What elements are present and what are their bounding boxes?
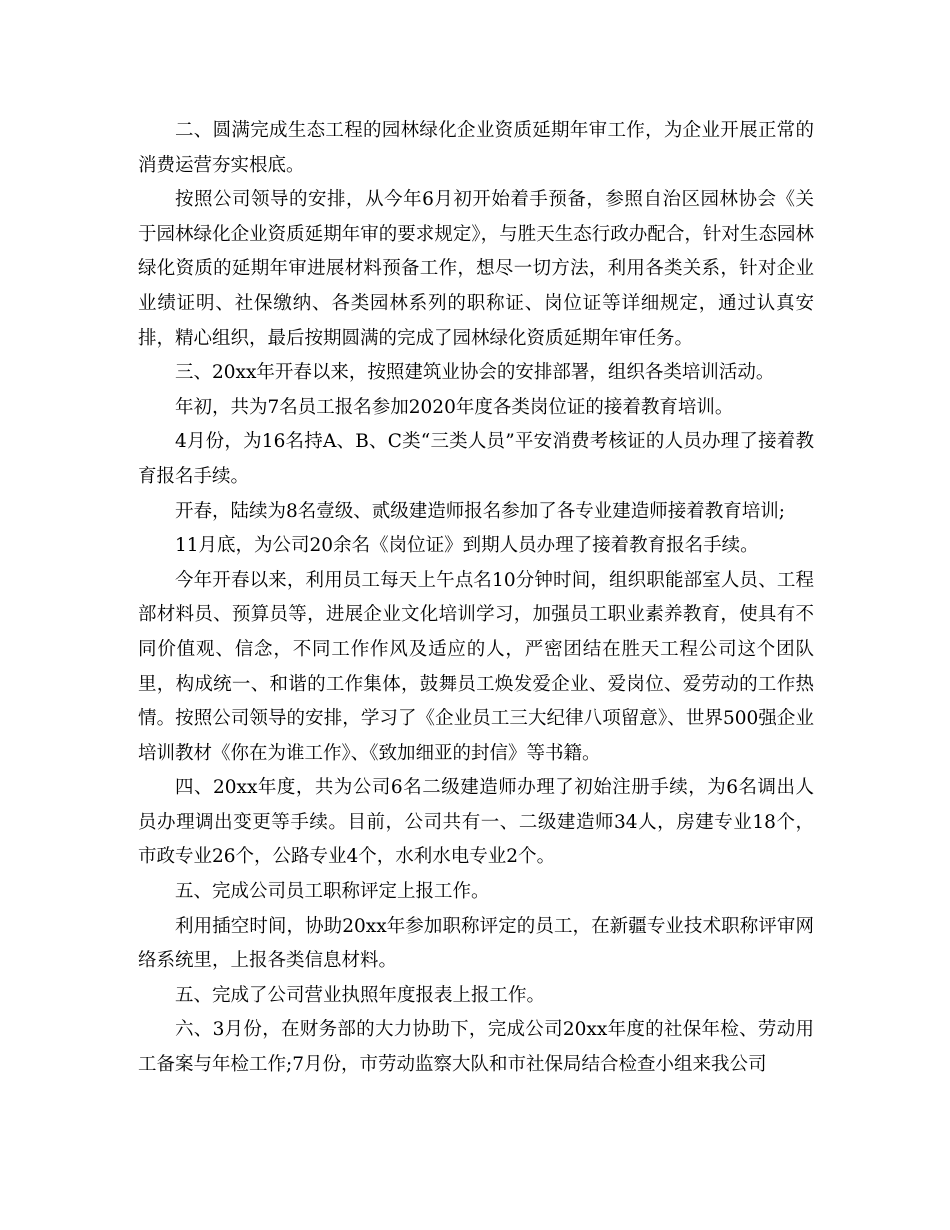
document-body	[138, 114, 814, 1083]
paragraph: 今年开春以来，利用员工每天上午点名10分钟时间，组织职能部室人员、工程部材料员、预算员等，进展企业文化培训学习，加强员工职业素养教育，使具有不同价值观、信念，不同工作作风及适应的人，严密团结在胜天工程公司这个团队里，构成统一、和谐的工作集体，鼓舞员工焕发爱企业、爱岗位、爱劳动的工作热情。按照公司领导的安排，学习了《企业员工三大纪律八项留意》、世界500强企业培训教材《你在为谁工作》、《致加细亚的封信》等书籍。	[138, 569, 814, 764]
paragraph: 开春，陆续为8名壹级、贰级建造师报名参加了各专业建造师接着教育培训;	[175, 500, 786, 522]
paragraph: 六、3月份，在财务部的大力协助下，完成公司20xx年度的社保年检、劳动用工备案与年检工作;7月份，市劳动监察大队和市社保局结合检查小组来我公司	[138, 1019, 814, 1076]
paragraph: 年初，共为7名员工报名参加2020年度各类岗位证的接着教育培训。	[175, 396, 734, 418]
paragraph: 五、完成公司员工职称评定上报工作。	[175, 881, 490, 903]
paragraph: 二、圆满完成生态工程的园林绿化企业资质延期年审工作，为企业开展正常的消费运营夯实根底。	[138, 120, 814, 176]
paragraph: 利用插空时间，协助20xx年参加职称评定的员工，在新疆专业技术职称评审网络系统里，上报各类信息材料。	[138, 915, 814, 972]
paragraph: 按照公司领导的安排，从今年6月初开始着手预备，参照自治区园林协会《关于园林绿化企业资质延期年审的要求规定》，与胜天生态行政办配合，针对生态园林绿化资质的延期年审进展材料预备工作，想尽一切方法，利用各类关系，针对企业业绩证明、社保缴纳、各类园林系列的职称证、岗位证等详细规定，通过认真安排，精心组织，最后按期圆满的完成了园林绿化资质延期年审任务。	[138, 189, 814, 349]
paragraph: 五、完成了公司营业执照年度报表上报工作。	[175, 984, 546, 1006]
paragraph: 三、20xx年开春以来，按照建筑业协会的安排部署，组织各类培训活动。	[175, 362, 775, 384]
paragraph: 四、20xx年度，共为公司6名二级建造师办理了初始注册手续，为6名调出人员办理调出变更等手续。目前，公司共有一、二级建造师34人，房建专业18个，市政专业26个，公路专业4个，水利水电专业2个。	[138, 777, 814, 868]
paragraph: 11月底，为公司20余名《岗位证》到期人员办理了接着教育报名手续。	[175, 535, 759, 557]
paragraph: 4月份，为16名持A、B、C类“三类人员”平安消费考核证的人员办理了接着教育报名手续。	[138, 431, 814, 487]
